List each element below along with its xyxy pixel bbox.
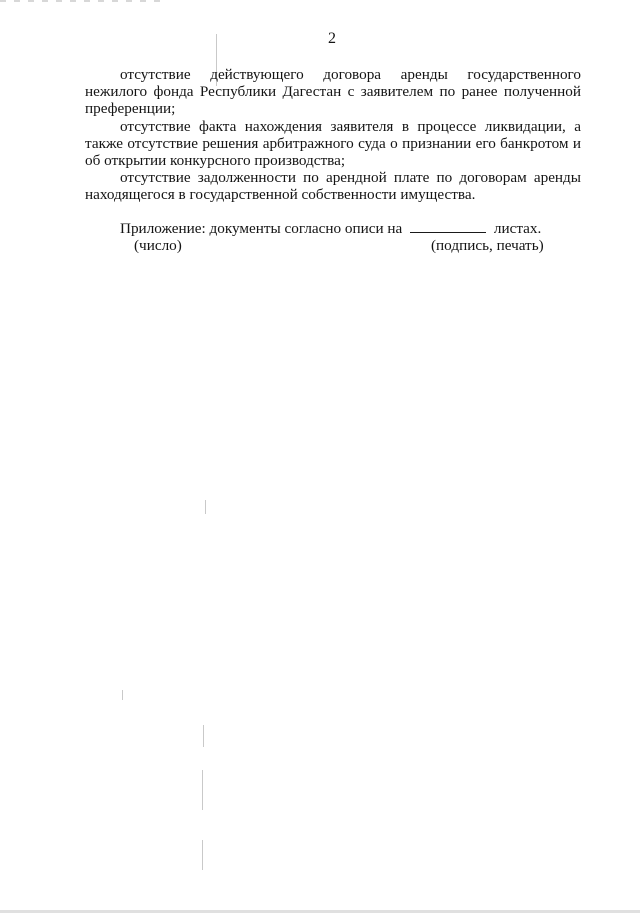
sheet-count-blank[interactable] bbox=[410, 220, 486, 233]
page-number: 2 bbox=[328, 30, 336, 47]
scan-artifact-line bbox=[202, 770, 203, 810]
attachment-line bbox=[120, 220, 580, 237]
attachment-block bbox=[120, 220, 580, 255]
body-text bbox=[85, 66, 581, 204]
scan-artifact-line bbox=[203, 725, 204, 747]
caption-row bbox=[120, 237, 580, 255]
scan-artifact-top bbox=[0, 0, 160, 2]
paragraph-no-liquidation: отсутствие факта нахождения заявителя в процессе ликвидации, а также отсутствие решения арбитражного суда о признании его банкротом и об открытии конкурсного производства; bbox=[85, 117, 581, 170]
date-caption: (число) bbox=[134, 237, 182, 255]
signature-caption: (подпись, печать) bbox=[431, 237, 544, 255]
scan-artifact-line bbox=[122, 690, 123, 700]
attachment-prefix: Приложение: документы согласно описи на bbox=[120, 220, 403, 237]
paragraph-no-lease-agreement: отсутствие действующего договора аренды государственного нежилого фонда Республики Дагестан с заявителем по ранее полученной преференции; bbox=[85, 66, 581, 118]
scan-artifact-line bbox=[205, 500, 206, 514]
scan-artifact-line bbox=[202, 840, 203, 870]
attachment-suffix: листах. bbox=[493, 220, 542, 237]
paragraph-no-rent-debt: отсутствие задолженности по арендной плате по договорам аренды находящегося в государственной собственности имущества. bbox=[85, 169, 581, 204]
